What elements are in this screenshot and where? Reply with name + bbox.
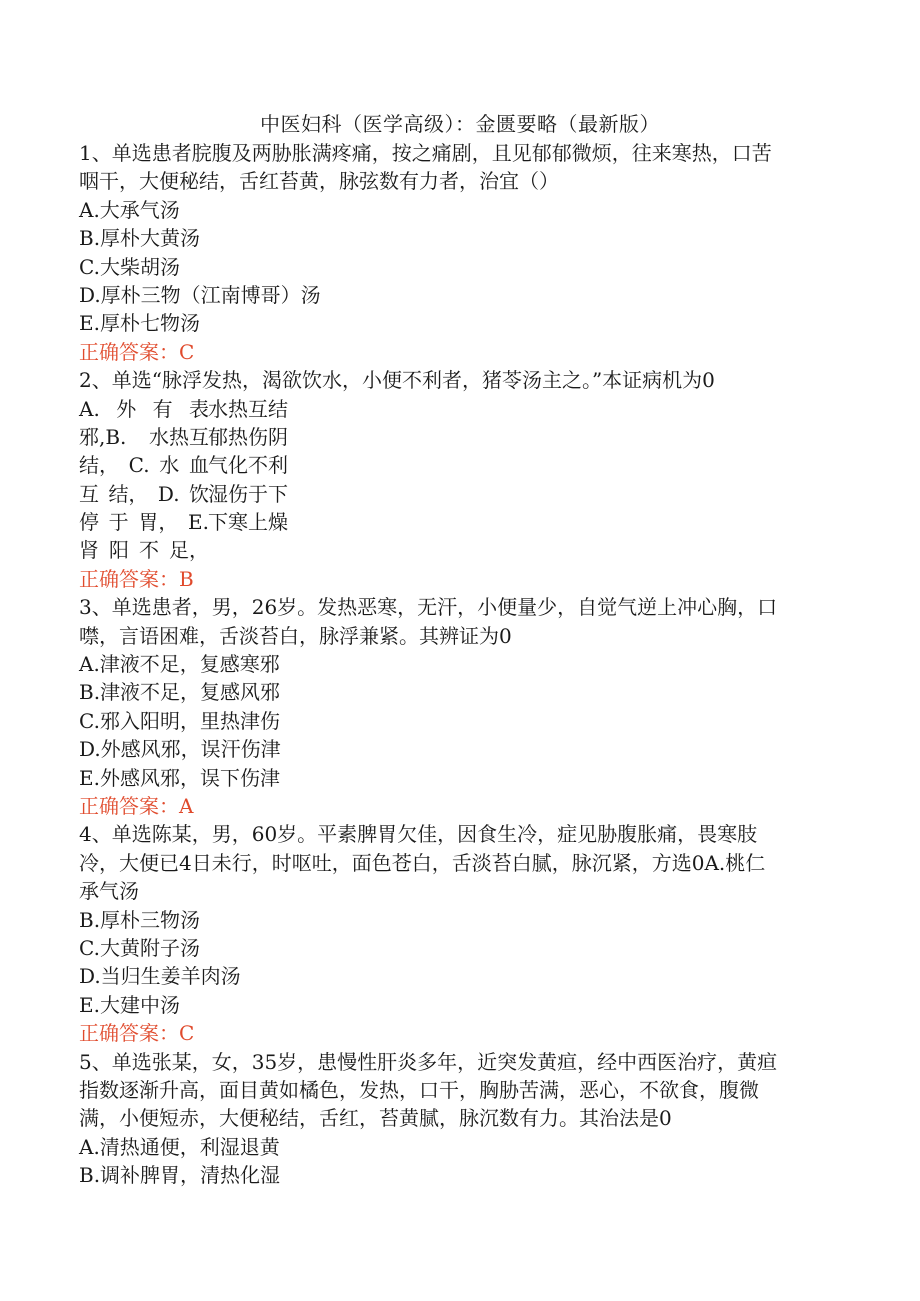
option-e: E.大建中汤	[79, 992, 180, 1017]
question-stem-line: 1、单选患者脘腹及两胁胀满疼痛，按之痛剧，且见郁郁微烦，往来寒热，口苦	[79, 141, 772, 165]
question-2	[79, 366, 835, 593]
question-stem-line: 2、单选“脉浮发热，渴欲饮水，小便不利者，猪苓汤主之。”本证病机为0	[79, 368, 715, 393]
option-e: E.外感风邪，误下伤津	[79, 765, 280, 790]
question-stem-line: 满，小便短赤，大便秘结，舌红，苔黄腻，脉沉数有力。其治法是0	[79, 1106, 672, 1131]
option-e: E.厚朴七物汤	[79, 311, 200, 336]
option-b: 郁热伤阴	[208, 424, 288, 449]
question-stem-line: 承气汤	[79, 879, 139, 904]
correct-answer: 正确答案：C	[79, 339, 195, 364]
option-b: B.厚朴三物汤	[79, 907, 201, 932]
page-title: 中医妇科（医学高级）：金匮要略（最新版）	[260, 112, 660, 136]
option-a: A.津液不足，复感寒邪	[79, 652, 280, 677]
option-d: D.外感风邪，误汗伤津	[79, 737, 281, 762]
option-columns	[79, 395, 835, 565]
question-stem-line: 5、单选张某，女，35岁，患慢性肝炎多年，近突发黄疸，经中西医治疗，黄疸	[79, 1049, 778, 1074]
question-5	[79, 1048, 835, 1190]
option-b: B.厚朴大黄汤	[79, 226, 201, 251]
option-c: 气化不利	[208, 453, 288, 478]
option-label-line: 停 于 胃， E.	[79, 510, 209, 535]
question-stem-line: 指数逐渐升高，面目黄如橘色，发热，口干，胸胁苦满，恶心，不欲食，腹微	[79, 1077, 759, 1102]
correct-answer: 正确答案：B	[79, 566, 194, 591]
option-labels-column	[79, 395, 209, 565]
option-label-line: 邪,B. 水热互	[79, 424, 209, 449]
question-1	[79, 139, 835, 366]
question-stem-line: 4、单选陈某，男，60岁。平素脾胃欠佳，因食生冷，症见胁腹胀痛，畏寒肢	[79, 822, 758, 847]
question-stem-line: 咽干，大便秘结，舌红苔黄，脉弦数有力者，治宜（）	[79, 169, 559, 194]
option-label-line: 互 结， D. 饮	[79, 481, 209, 506]
question-stem-line: 冷，大便已4日未行，时呕吐，面色苍白，舌淡苔白腻，脉沉紧，方选0A.桃仁	[79, 850, 766, 875]
correct-answer: 正确答案：A	[79, 794, 194, 819]
question-list	[79, 139, 835, 1190]
option-d: 湿伤于下	[208, 481, 288, 506]
option-a: A.大承气汤	[79, 197, 180, 222]
option-c: C.邪入阳明，里热津伤	[79, 708, 280, 733]
question-3	[79, 593, 835, 820]
option-label-line: A. 外 有 表	[79, 396, 209, 421]
option-a: A.清热通便，利湿退黄	[79, 1134, 280, 1159]
option-d: D.厚朴三物（江南博哥）汤	[79, 282, 321, 307]
option-b: B.津液不足，复感风邪	[79, 680, 281, 705]
option-c: C.大柴胡汤	[79, 254, 180, 279]
question-4	[79, 820, 835, 1047]
option-c: C.大黄附子汤	[79, 935, 200, 960]
question-stem-line: 噤，言语困难，舌淡苔白，脉浮兼紧。其辨证为0	[79, 623, 512, 648]
question-stem-line: 3、单选患者，男，26岁。发热恶寒，无汗，小便量少，自觉气逆上冲心胸，口	[79, 595, 778, 620]
option-a: 水热互结	[208, 396, 288, 421]
option-e: 下寒上燥	[208, 510, 288, 535]
option-label-line: 结， C. 水 血	[79, 453, 209, 478]
correct-answer: 正确答案：C	[79, 1021, 195, 1046]
option-b: B.调补脾胃，清热化湿	[79, 1163, 281, 1188]
option-label-line: 肾 阳 不 足，	[79, 538, 209, 563]
option-texts-column	[208, 395, 288, 537]
option-d: D.当归生姜羊肉汤	[79, 964, 241, 989]
